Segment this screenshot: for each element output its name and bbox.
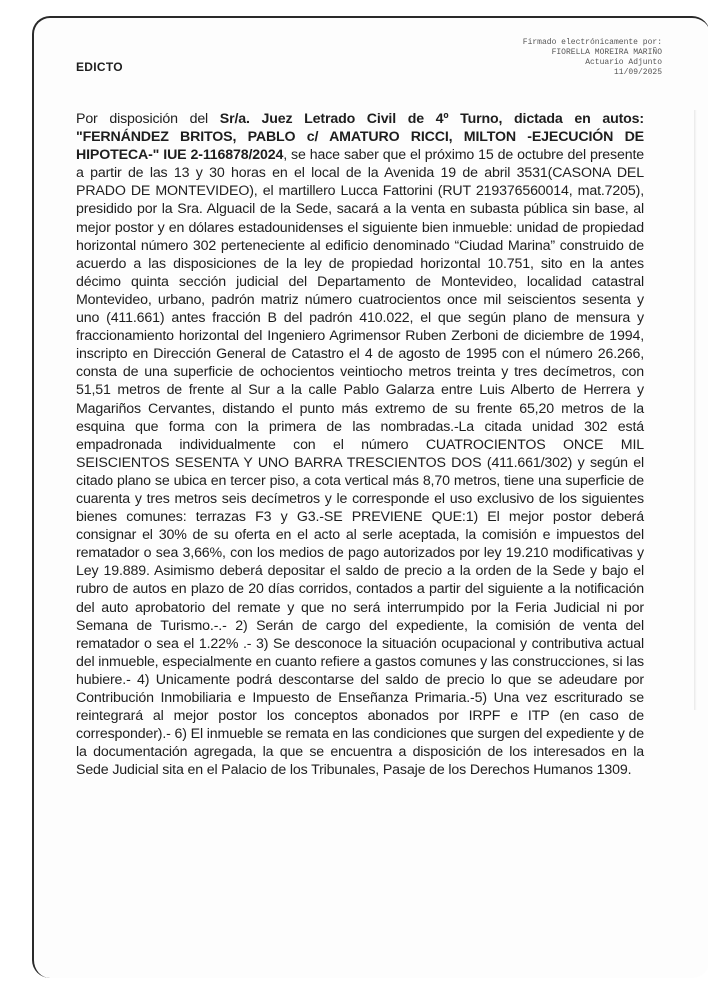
edict-case-reference: Sr/a. Juez Letrado Civil de 4º Turno, dictada en autos: "FERNÁNDEZ BRITOS, PABLO c/ AMATURO RICCI, MILTON -EJECUCIÓN DE HIPOTECA-" IUE 2-116878/2024 — [76, 111, 644, 164]
edict-text: , se hace saber que el próximo 15 de octubre del presente a partir de las 13 y 30 horas en el local de la Avenida 19 de abril 3531(CASONA DEL PRADO DE MONTEVIDEO), el martillero Lucca Fattorini (RUT 219376560014, mat.7205), presidido por la Sra. Alguacil de la Sede, sacará a la venta en subasta pública sin base, al mejor postor y en dólares estadounidenses el siguiente bien inmueble: unidad de propiedad horizontal número 302 perteneciente al edificio denominado “Ciudad Marina” construido de acuerdo a las disposiciones de la ley de propiedad horizontal 10.751, sito en la antes décimo quinta sección judicial del Departamento de Montevideo, localidad catastral Montevideo, urbano, padrón matriz número cuatrocientos once mil seiscientos sesenta y uno (411.661) antes fracción B del padrón 410.022, el que según plano de mensura y fraccionamiento horizontal del Ingeniero Agrimensor Ruben Zerboni de diciembre de 1994, inscripto en Dirección General de Catastro el 4 de agosto de 1995 con el número 26.266, consta de una superficie de ochocientos veintiocho metros treinta y tres decímetros, con 51,51 metros de frente al Sur a la calle Pablo Galarza entre Luis Alberto de Herrera y Magariños Cervantes, distando el punto más extremo de su frente 65,20 metros de la esquina que forma con la primera de las nombradas.-La citada unidad 302 está empadronada individualmente con el número CUATROCIENTOS ONCE MIL SEISCIENTOS SESENTA Y UNO BARRA TRESCIENTOS DOS (411.661/302) y según el citado plano se ubica en tercer piso, a cota vertical más 8,70 metros, tiene una superficie de cuarenta y tres metros seis decímetros y le corresponde el uso exclusivo de los siguientes bienes comunes: terrazas F3 y G3.-SE PREVIENE QUE:1) El mejor postor deberá consignar el 30% de su oferta en el acto al serle aceptada, la comisión e impuestos del rematador o sea 3,66%, con los medios de pago autorizados por ley 19.210 modificativas y Ley 19.889. Asimismo deberá depositar el saldo de precio a la orden de la Sede y bajo el rubro de autos en plazo de 20 días corridos, contados a partir del siguiente a la notificación del auto aprobatorio del remate y que no será interrumpido por la Feria Judicial ni por Semana de Turismo.-.- 2) Serán de cargo del expediente, la comisión de venta del rematador o sea el 1.22% .- 3) Se desconoce la situación ocupacional y contributiva actual del inmueble, especialmente en cuanto refiere a gastos comunes y las construcciones, si las hubiere.- 4) Unicamente podrá descontarse del saldo de precio lo que se adeudare por Contribución Inmobiliaria e Impuesto de Enseñanza Primaria.-5) Una vez escriturado se reintegrará al mejor postor los conceptos abonados por IRPF e ITP (en caso de corresponder).- 6) El inmueble se remata en las condiciones que surgen del expediente y de la documentación agregada, la que se encuentra a disposición de los interesados en la Sede Judicial sita en el Palacio de los Tribunales, Pasaje de los Derechos Humanos 1309. — [76, 147, 644, 779]
signature-date: 11/09/2025 — [613, 68, 662, 77]
edict-body — [76, 110, 644, 779]
document-heading: EDICTO — [76, 60, 123, 74]
signature-role: Actuario Adjunto — [585, 58, 662, 67]
signature-line: Firmado electrónicamente por: — [522, 38, 662, 47]
signature-name: FIORELLA MOREIRA MARIÑO — [551, 48, 662, 57]
page-fold-shadow — [694, 110, 697, 710]
electronic-signature-stamp — [462, 38, 662, 78]
edict-intro: Por disposición del — [76, 111, 220, 127]
